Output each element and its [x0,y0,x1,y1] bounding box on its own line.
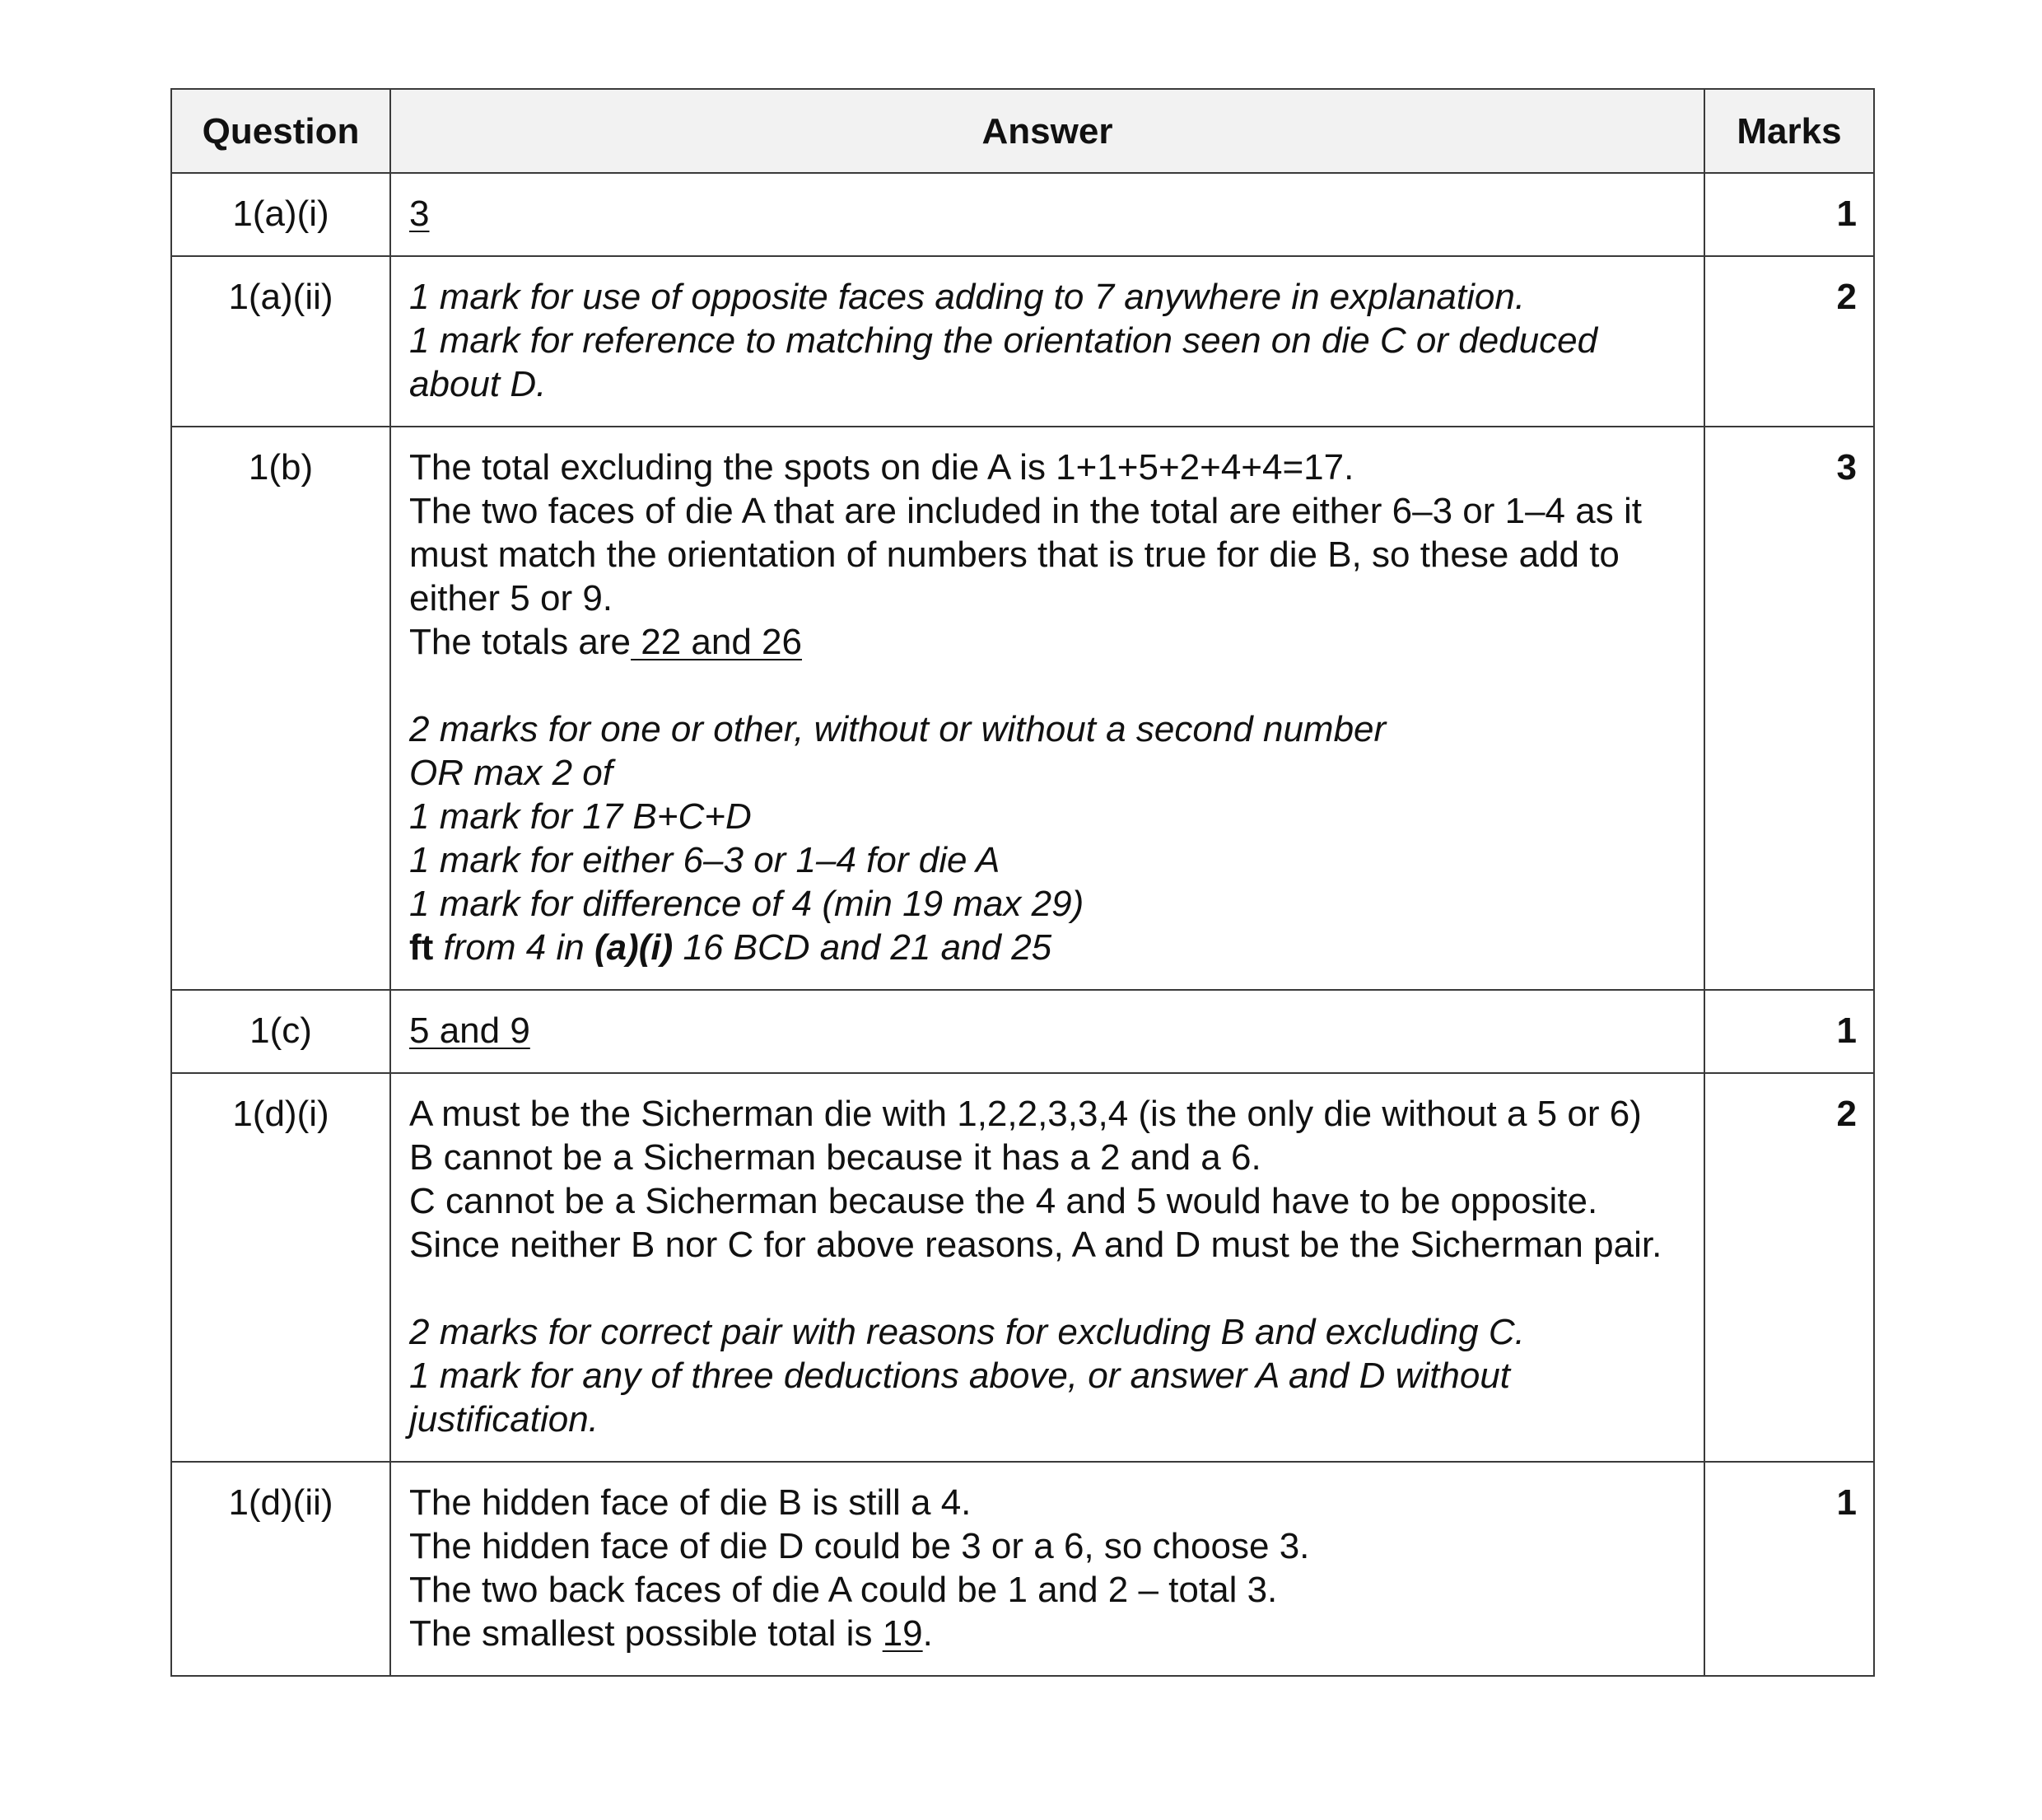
answer-line [409,620,1671,664]
marks-value: 2 [1704,1073,1874,1462]
answer-cell [390,256,1704,427]
table-row [171,256,1874,427]
follow-through-note [409,926,1671,969]
answer-line: B cannot be a Sicherman because it has a 2 and a 6. [409,1137,1261,1178]
marking-note: 1 mark for 17 B+C+D [409,796,752,837]
final-suffix: . [922,1613,933,1654]
table-row [171,173,1874,256]
question-number: 1(d)(i) [171,1073,390,1462]
marking-note: 1 mark for either 6–3 or 1–4 for die A [409,840,1000,880]
answer-line: Since neither B nor C for above reasons, A and D must be the Sicherman pair. [409,1225,1662,1265]
answer-line: A must be the Sicherman die with 1,2,2,3,3,4 (is the only die without a 5 or 6) [409,1094,1642,1134]
table-row [171,427,1874,990]
marking-note: 1 mark for any of three deductions above, or answer A and D without justification. [409,1356,1511,1440]
ft-text: from 4 in [433,927,594,968]
ft-reference: (a)(i) [594,927,674,968]
marking-note: 1 mark for use of opposite faces adding to 7 anywhere in explanation. [409,277,1526,317]
header-row [171,89,1874,173]
ft-label: ft [409,927,434,968]
answer-value: 19 [882,1613,923,1654]
marking-note: OR max 2 of [409,753,613,793]
answer-line: The two faces of die A that are included in the total are either 6–3 or 1–4 as it must match the orientation of numbers that is true for die B, so these add to either 5 or 9. [409,491,1642,618]
answer-line [409,1612,1671,1655]
answer-value: 5 and 9 [409,1010,530,1051]
marks-value: 2 [1704,256,1874,427]
answer-value: 3 [409,194,430,234]
marking-note: 2 marks for correct pair with reasons for excluding B and excluding C. [409,1312,1525,1352]
final-prefix: The smallest possible total is [409,1613,883,1654]
table-row [171,990,1874,1073]
marks-value: 1 [1704,1462,1874,1676]
marking-note: 1 mark for reference to matching the orientation seen on die C or deduced about D. [409,320,1598,404]
question-number: 1(a)(ii) [171,256,390,427]
table-row [171,1073,1874,1462]
spacer [409,1267,1671,1310]
totals-prefix: The totals are [409,622,632,662]
question-number: 1(d)(ii) [171,1462,390,1676]
answer-cell [390,1462,1704,1676]
answer-line: C cannot be a Sicherman because the 4 and 5 would have to be opposite. [409,1181,1598,1221]
answer-line: The two back faces of die A could be 1 and 2 – total 3. [409,1570,1278,1610]
answer-cell [390,1073,1704,1462]
marks-value: 3 [1704,427,1874,990]
table-row [171,1462,1874,1676]
answer-line: The hidden face of die D could be 3 or a 6, so choose 3. [409,1526,1310,1566]
spacer [409,664,1671,707]
ft-text: 16 BCD and 21 and 25 [673,927,1052,968]
marking-note: 1 mark for difference of 4 (min 19 max 29) [409,884,1084,924]
marks-value: 1 [1704,990,1874,1073]
question-number: 1(c) [171,990,390,1073]
marking-note: 2 marks for one or other, without or without a second number [409,709,1387,749]
question-number: 1(a)(i) [171,173,390,256]
question-number: 1(b) [171,427,390,990]
answer-line: The total excluding the spots on die A is 1+1+5+2+4+4=17. [409,447,1354,488]
answer-header: Answer [390,89,1704,173]
mark-scheme-table [170,88,1875,1677]
marks-header: Marks [1704,89,1874,173]
answer-cell [390,173,1704,256]
answer-value: 22 and 26 [631,622,802,662]
answer-cell [390,990,1704,1073]
marks-value: 1 [1704,173,1874,256]
question-header: Question [171,89,390,173]
answer-cell [390,427,1704,990]
answer-line: The hidden face of die B is still a 4. [409,1482,972,1523]
